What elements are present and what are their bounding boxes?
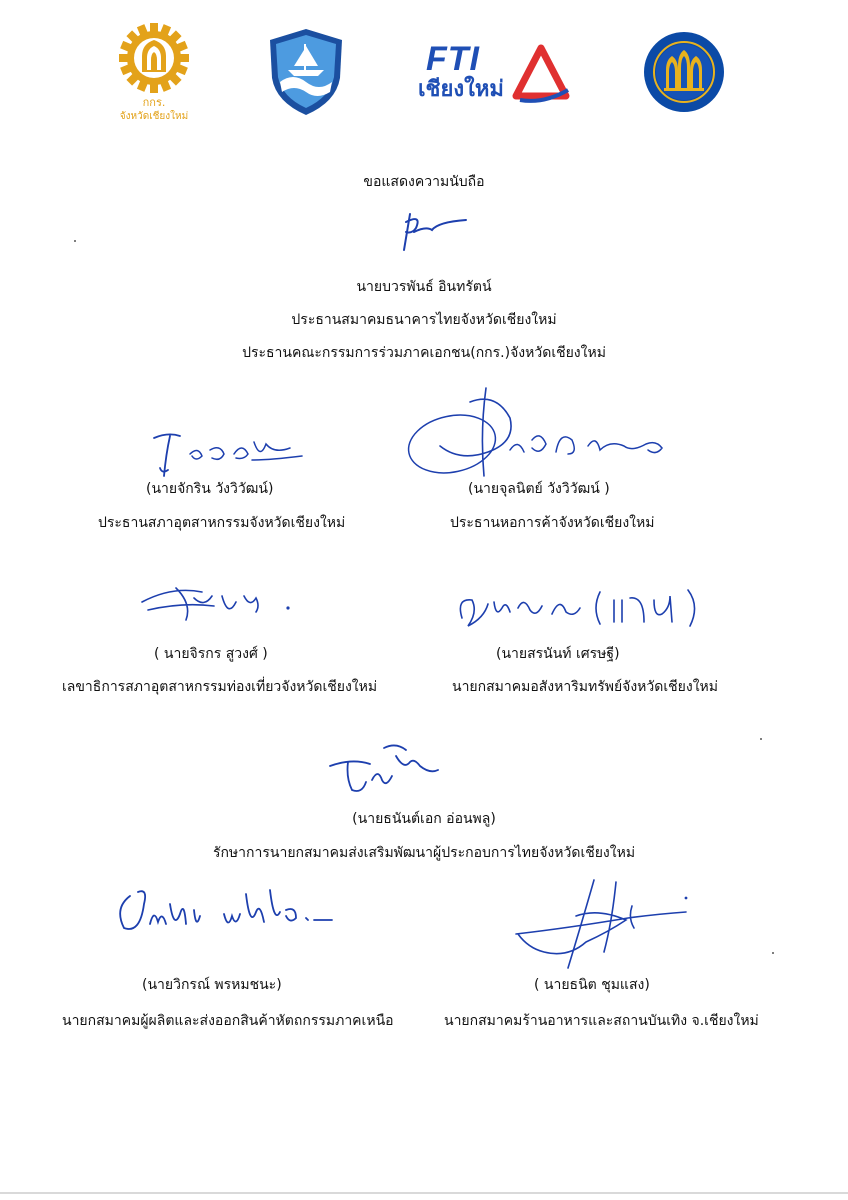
signature-right-4 [508,872,698,972]
circular-seal-icon [642,30,726,114]
signature-left-4 [110,874,340,944]
signature-right-1 [400,382,680,482]
center3-signer-title: รักษาการนายกสมาคมส่งเสริมพัฒนาผู้ประกอบการไทยจังหวัดเชียงใหม่ [212,845,636,861]
shield-emblem-icon [266,26,346,118]
signature-left-2 [132,578,312,628]
right1-signer-title: ประธานหอการค้าจังหวัดเชียงใหม่ [450,515,655,531]
signature-left-1 [140,424,320,484]
signature-main [396,204,476,254]
jpc-caption-2: จังหวัดเชียงใหม่ [119,111,189,122]
center3-signer-name: (นายธนันต์เอก อ่อนพลู) [352,811,496,827]
signature-center-3 [322,734,442,804]
fti-subtitle: เชียงใหม่ [418,77,504,102]
right2-signer-title: นายกสมาคมอสังหาริมทรัพย์จังหวัดเชียงใหม่ [452,679,718,695]
triangle-mark-icon [510,42,572,104]
closing-salutation: ขอแสดงความนับถือ [363,174,485,190]
association-seal-logo [642,30,726,114]
left4-signer-title: นายกสมาคมผู้ผลิตและส่งออกสินค้าหัตถกรรมภาคเหนือ [62,1013,394,1029]
scan-speck [760,738,762,740]
main-signer-name: นายบวรพันธ์ อินทรัตน์ [356,279,492,295]
page-bottom-edge [0,1192,848,1194]
right1-signer-name: (นายจุลนิตย์ วังวิวัฒน์ ) [468,481,610,497]
left4-signer-name: (นายวิกรณ์ พรหมชนะ) [142,977,282,993]
fti-logo [418,40,574,108]
jpc-caption-1: กกร. [142,96,166,109]
fti-wordmark: FTI [426,40,480,78]
scan-speck [74,240,76,242]
right2-signer-name: (นายสรนันท์ เศรษฐี) [496,646,620,662]
right4-signer-name: ( นายธนิต ชุมแสง) [534,977,650,993]
scan-speck [772,952,774,954]
left1-signer-name: (นายจักริน วังวิวัฒน์) [146,481,274,497]
signature-right-2 [448,578,718,638]
left2-signer-title: เลขาธิการสภาอุตสาหกรรมท่องเที่ยวจังหวัดเชียงใหม่ [62,679,378,695]
main-signer-title-1: ประธานสมาคมธนาคารไทยจังหวัดเชียงใหม่ [291,312,557,328]
tourism-shield-logo [266,26,346,118]
left2-signer-name: ( นายจิรกร สูวงศ์ ) [154,646,268,662]
jpc-logo [112,22,196,122]
main-signer-title-2: ประธานคณะกรรมการร่วมภาคเอกชน(กกร.)จังหวัดเชียงใหม่ [242,345,606,361]
gear-emblem-icon [112,22,196,94]
left1-signer-title: ประธานสภาอุตสาหกรรมจังหวัดเชียงใหม่ [98,515,346,531]
right4-signer-title: นายกสมาคมร้านอาหารและสถานบันเทิง จ.เชียงใหม่ [444,1013,759,1029]
